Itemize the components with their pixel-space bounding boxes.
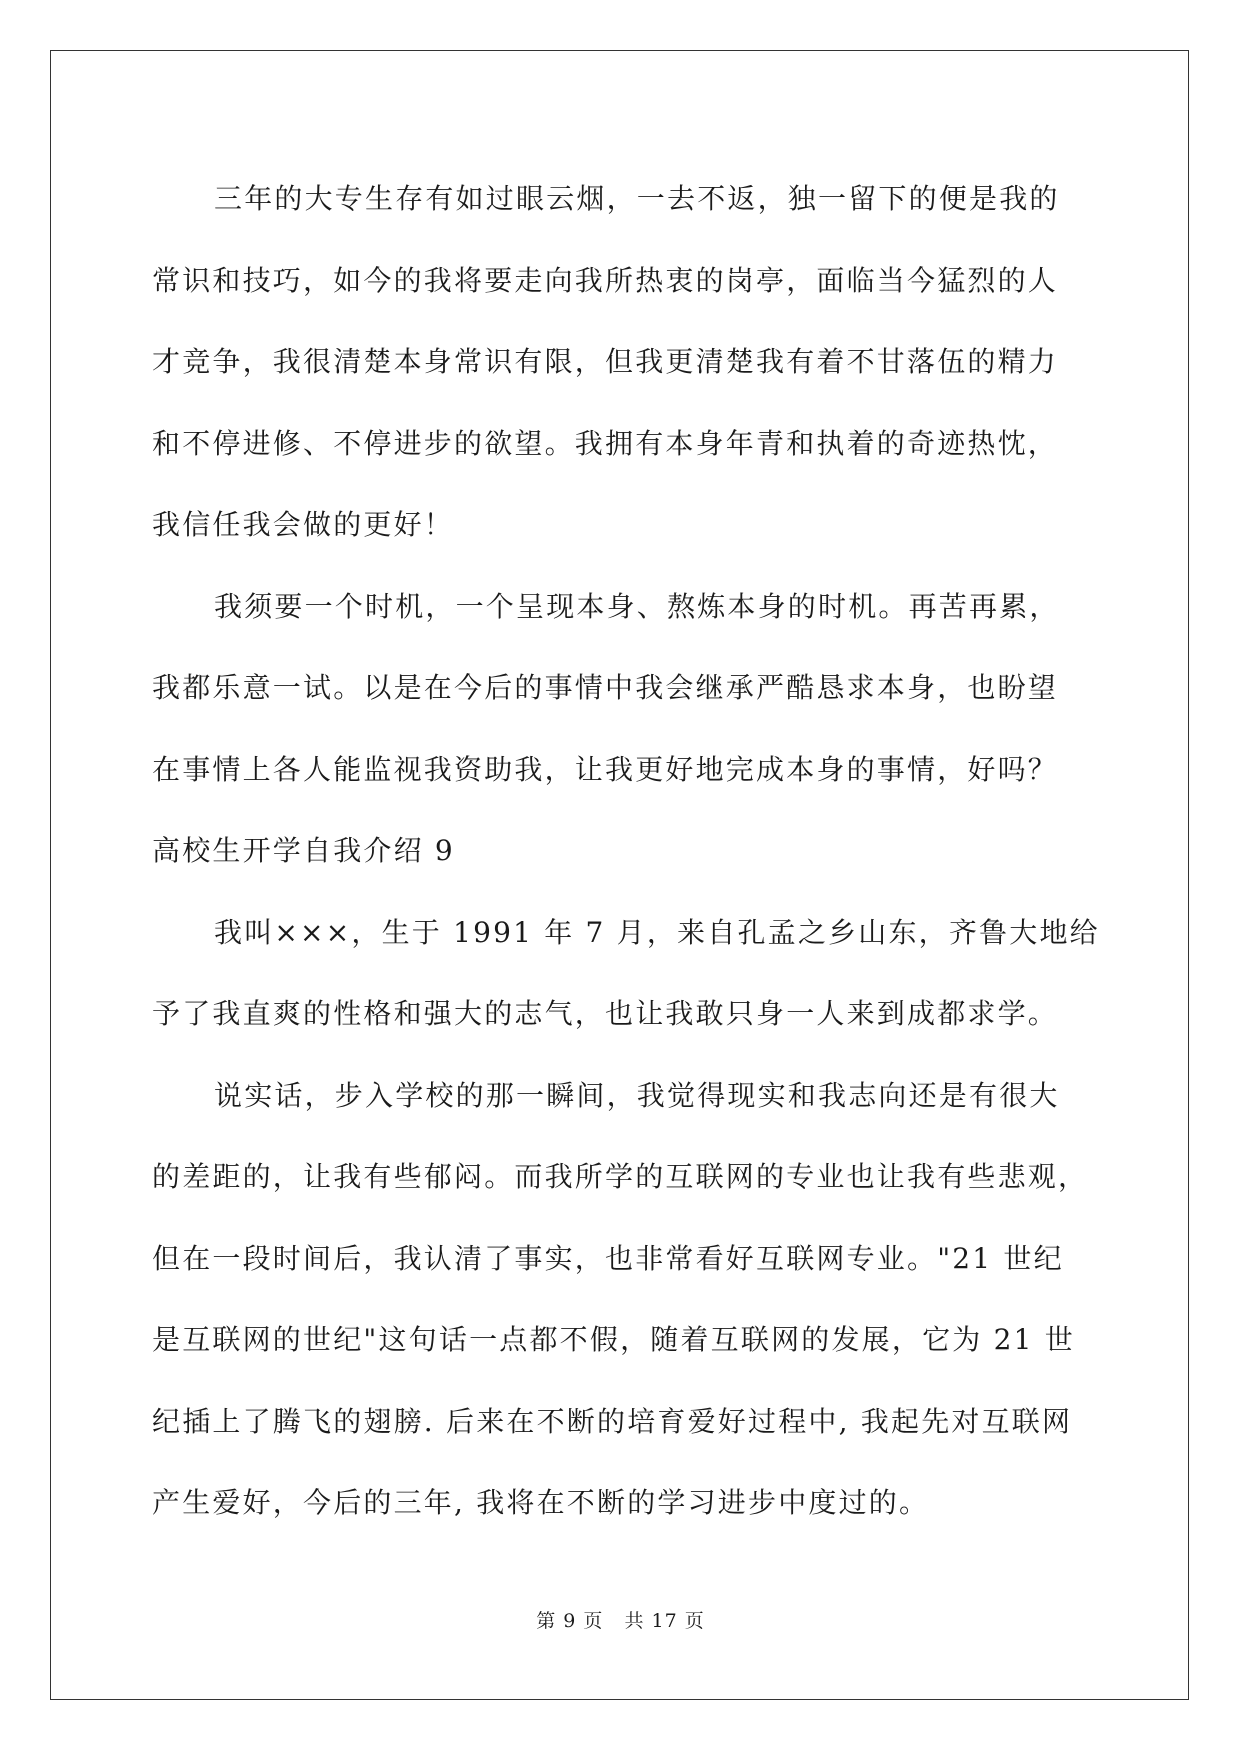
paragraph-3 xyxy=(152,892,1112,1055)
text-line: 的差距的，让我有些郁闷。而我所学的互联网的专业也让我有些悲观， xyxy=(152,1160,1089,1193)
page-footer xyxy=(0,1606,1241,1633)
section-heading xyxy=(152,810,1112,892)
text-line: 但在一段时间后，我认清了事实，也非常看好互联网专业。"21 世纪 xyxy=(152,1241,1064,1275)
text-line: 是互联网的世纪"这句话一点都不假，随着互联网的发展，它为 21 世 xyxy=(152,1323,1075,1356)
page-number: 第 9 页 xyxy=(536,1610,604,1632)
text-line: 才竞争，我很清楚本身常识有限，但我更清楚我有着不甘落伍的精力 xyxy=(152,345,1059,378)
text-line: 予了我直爽的性格和强大的志气，也让我敢只身一人来到成都求学。 xyxy=(152,997,1059,1030)
paragraph-1 xyxy=(152,158,1112,566)
heading-text: 高校生开学自我介绍 9 xyxy=(152,834,455,867)
text-line: 我信任我会做的更好！ xyxy=(152,508,455,541)
text-line: 产生爱好，今后的三年, 我将在不断的学习进步中度过的。 xyxy=(152,1486,930,1519)
text-line: 我叫×××，生于 1991 年 7 月，来自孔孟之乡山东，齐鲁大地给 xyxy=(214,915,1100,949)
text-line: 我须要一个时机，一个呈现本身、熬炼本身的时机。再苦再累， xyxy=(214,589,1060,623)
text-line: 在事情上各人能监视我资助我，让我更好地完成本身的事情，好吗？ xyxy=(152,752,1059,786)
text-line: 和不停进修、不停进步的欲望。我拥有本身年青和执着的奇迹热忱， xyxy=(152,426,1059,460)
text-line: 纪插上了腾飞的翅膀. 后来在不断的培育爱好过程中, 我起先对互联网 xyxy=(152,1404,1073,1438)
document-body xyxy=(152,158,1112,1544)
paragraph-2 xyxy=(152,566,1112,811)
text-line: 三年的大专生存有如过眼云烟，一去不返，独一留下的便是我的 xyxy=(214,182,1060,215)
text-line: 说实话，步入学校的那一瞬间，我觉得现实和我志向还是有很大 xyxy=(214,1078,1060,1112)
text-line: 我都乐意一试。以是在今后的事情中我会继承严酷恳求本身，也盼望 xyxy=(152,671,1059,704)
text-line: 常识和技巧，如今的我将要走向我所热衷的岗亭，面临当今猛烈的人 xyxy=(152,263,1059,297)
page-total: 共 17 页 xyxy=(624,1610,705,1632)
paragraph-4 xyxy=(152,1055,1112,1544)
